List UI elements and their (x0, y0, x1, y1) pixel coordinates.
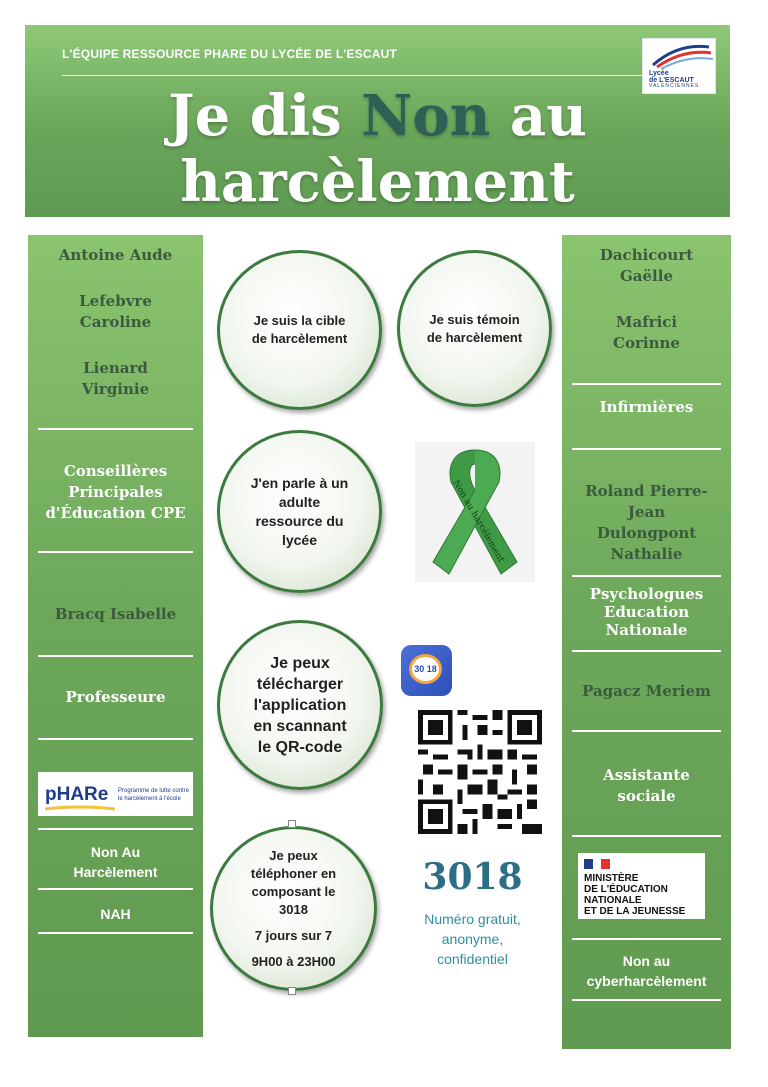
awareness-ribbon (415, 442, 535, 582)
divider (572, 835, 721, 837)
circle-talk-adult: J'en parle à un adulte ressource du lycée (217, 430, 382, 593)
divider (38, 551, 193, 553)
divider (38, 828, 193, 830)
helpline-description: Numéro gratuit, anonyme, confidentiel (424, 911, 521, 967)
divider (572, 650, 721, 652)
divider (572, 938, 721, 940)
cyber-label: Non au cyberharcèlement (586, 953, 707, 989)
staff-name: Dachicourt Gaëlle (599, 246, 694, 285)
circle-phone-3018: Je peux téléphoner en composant le 3018 7 jours sur 7 9H00 à 23H00 (210, 826, 377, 991)
3018-app-icon (401, 645, 452, 696)
divider (572, 999, 721, 1001)
staff-name: Lienard Virginie (81, 359, 150, 398)
circle-witness: Je suis témoin de harcèlement (397, 250, 552, 407)
helpline-number: 3018 (422, 856, 523, 898)
ribbon-icon (415, 442, 535, 582)
nah-acronym: NAH (100, 906, 131, 922)
ribbon-label: Non au harcèlement (450, 478, 506, 565)
divider (38, 655, 193, 657)
staff-role: Conseillères Principales d'Éducation CPE (45, 462, 186, 522)
staff-name: Bracq Isabelle (54, 605, 177, 623)
right-staff-column (562, 235, 731, 1049)
app-icon-label: 30 18 (409, 654, 442, 684)
qr-code-icon (418, 710, 542, 834)
selection-handle (288, 820, 296, 828)
ministere-logo (578, 853, 705, 919)
header-banner (25, 25, 730, 217)
phare-logo (38, 772, 193, 816)
divider (38, 738, 193, 740)
divider (38, 888, 193, 890)
staff-role: Infirmières (599, 398, 694, 416)
left-staff-column (28, 235, 203, 1037)
header-divider (62, 75, 672, 76)
staff-name: Mafrici Corinne (613, 313, 680, 352)
selection-handle (288, 987, 296, 995)
logo-subtext: VALENCIENNES (649, 83, 700, 89)
staff-role: Psychologues Education Nationale (589, 585, 704, 639)
divider (572, 383, 721, 385)
staff-name: Roland Pierre- Jean Dulongpont Nathalie (585, 482, 708, 563)
divider (572, 448, 721, 450)
divider (38, 932, 193, 934)
french-flag-icon (584, 859, 610, 869)
logo-text: Lycée de L'ESCAUT (649, 70, 694, 84)
divider (572, 730, 721, 732)
logo-swoosh-icon (643, 39, 717, 71)
staff-role: Assistante sociale (603, 766, 690, 805)
circle-download-app: Je peux télécharger l'application en scannant le QR-code (217, 620, 383, 790)
staff-name: Antoine Aude (58, 246, 173, 264)
phare-underline-icon (45, 805, 115, 813)
circle-target: Je suis la cible de harcèlement (217, 250, 382, 410)
staff-name: Pagacz Meriem (582, 682, 711, 700)
nah-label: Non Au Harcèlement (73, 844, 158, 880)
staff-role: Professeure (65, 688, 166, 706)
page-title: Je dis Non au harcèlement (168, 83, 587, 215)
ministere-text: MINISTÈRE DE L'ÉDUCATION NATIONALE ET DE LA JEUNESSE (584, 873, 686, 917)
divider (38, 428, 193, 430)
school-team-line: L'ÉQUIPE RESSOURCE PHARE DU LYCÉE DE L'ESCAUT (62, 47, 397, 61)
staff-name: Lefebvre Caroline (79, 292, 152, 331)
phare-wordmark: pHARe (45, 784, 109, 805)
divider (572, 575, 721, 577)
phare-caption: Programme de lutte contre le harcèlement à l'école (118, 788, 190, 802)
